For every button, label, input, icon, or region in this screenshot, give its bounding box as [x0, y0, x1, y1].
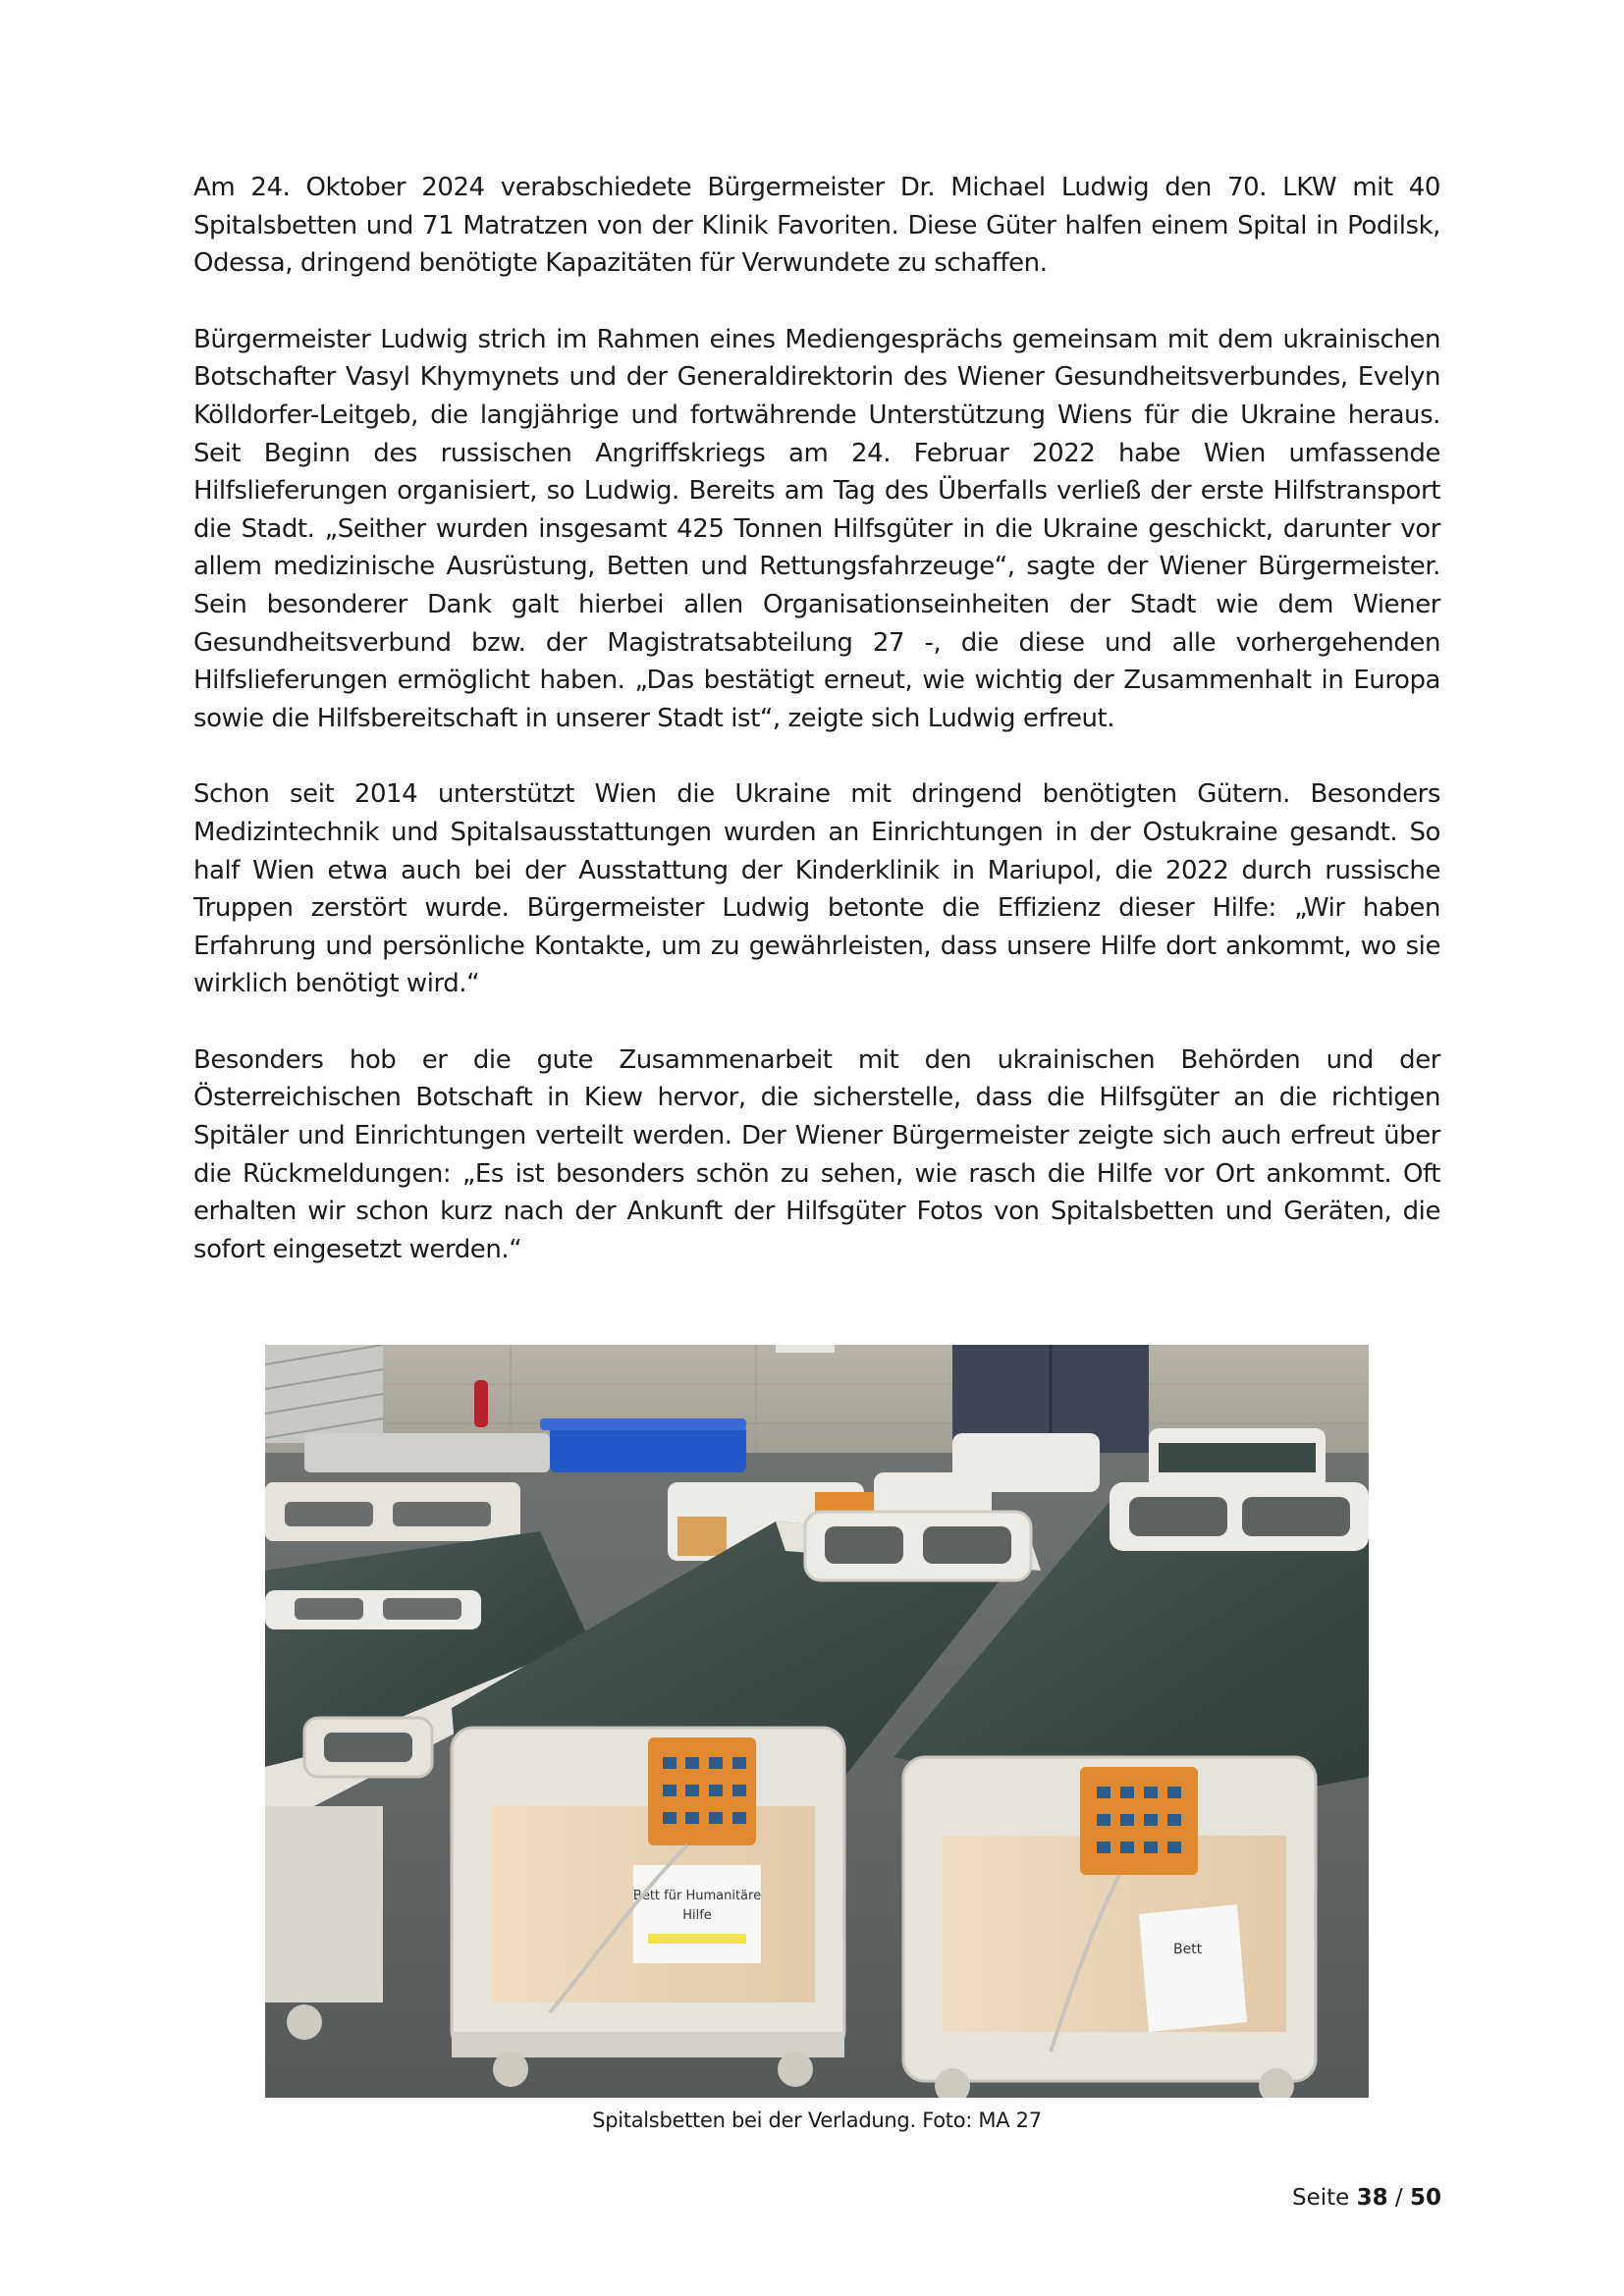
- paragraph-3: Schon seit 2014 unterstützt Wien die Ukraine mit dringend benötigten Gütern. Besonders Medizintechnik und Spitalsausstattungen wurden an Einrichtungen in der Ostukraine gesandt. So half Wien etwa auch bei der Ausstattung der Kinderklinik in Mariupol, die 2022 durch russische Truppen zerstört wurde. Bürgermeister Ludwig betonte die Effizienz dieser Hilfe: „Wir haben Erfahrung und persönliche Kontakte, um zu gewährleisten, dass unsere Hilfe dort ankommt, wo sie wirklich benötigt wird.“: [193, 779, 1440, 999]
- figure-caption: Spitalsbetten bei der Verladung. Foto: MA 27: [592, 2109, 1042, 2132]
- paragraph-2: Bürgermeister Ludwig strich im Rahmen eines Mediengesprächs gemeinsam mit dem ukrainischen Botschafter Vasyl Khymynets und der Generaldirektorin des Wiener Gesundheitsverbundes, Evelyn Kölldorfer-Leitgeb, die langjährige und fortwährende Unterstützung Wiens für die Ukraine heraus. Seit Beginn des russischen Angriffskriegs am 24. Februar 2022 habe Wien umfassende Hilfslieferungen organisiert, so Ludwig. Bereits am Tag des Überfalls verließ der erste Hilfstransport die Stadt. „Seither wurden insgesamt 425 Tonnen Hilfsgüter in die Ukraine geschickt, darunter vor allem medizinische Ausrüstung, Betten und Rettungsfahrzeuge“, sagte der Wiener Bürgermeister. Sein besonderer Dank galt hierbei allen Organisationseinheiten der Stadt wie dem Wiener Gesundheitsverbund bzw. der Magistratsabteilung 27 -, die diese und alle vorhergehenden Hilfslieferungen ermöglicht haben. „Das bestätigt erneut, wie wichtig der Zusammenhalt in Europa sowie die Hilfsbereitschaft in unserer Stadt ist“, zeigte sich Ludwig erfreut.: [193, 324, 1440, 733]
- paragraph-1: Am 24. Oktober 2024 verabschiedete Bürgermeister Dr. Michael Ludwig den 70. LKW mit 40 Spitalsbetten und 71 Matratzen von der Klinik Favoriten. Diese Güter halfen einem Spital in Podilsk, Odessa, dringend benötigte Kapazitäten für Verwundete zu schaffen.: [193, 173, 1440, 279]
- hospital-beds-photo: [265, 1345, 1369, 2098]
- sign-line-1: Bett für Humanitäre: [632, 1889, 762, 1903]
- total-pages: 50: [1409, 2185, 1441, 2211]
- sign-right-text: Bett: [1173, 1942, 1203, 1957]
- footer-separator: /: [1394, 2185, 1403, 2211]
- paragraph-4: Besonders hob er die gute Zusammenarbeit mit den ukrainischen Behörden und der Österreichischen Botschaft in Kiew hervor, die sicherstelle, dass die Hilfsgüter an die richtigen Spitäler und Einrichtungen verteilt werden. Der Wiener Bürgermeister zeigte sich auch erfreut über die Rückmeldungen: „Es ist besonders schön zu sehen, wie rasch die Hilfe vor Ort ankommt. Oft erhalten wir schon kurz nach der Ankunft der Hilfsgüter Fotos von Spitalsbetten und Geräten, die sofort eingesetzt werden.“: [193, 1044, 1440, 1264]
- body-text: [193, 169, 1440, 1307]
- footer-prefix: Seite: [1291, 2185, 1350, 2211]
- page-footer: [1292, 2183, 1441, 2213]
- fire-extinguisher: [474, 1380, 488, 1427]
- photo-illustration: [265, 1345, 1369, 2098]
- current-page-number: 38: [1356, 2185, 1388, 2211]
- sign-line-2: Hilfe: [682, 1908, 712, 1923]
- paper-sign-right: [1139, 1904, 1247, 2032]
